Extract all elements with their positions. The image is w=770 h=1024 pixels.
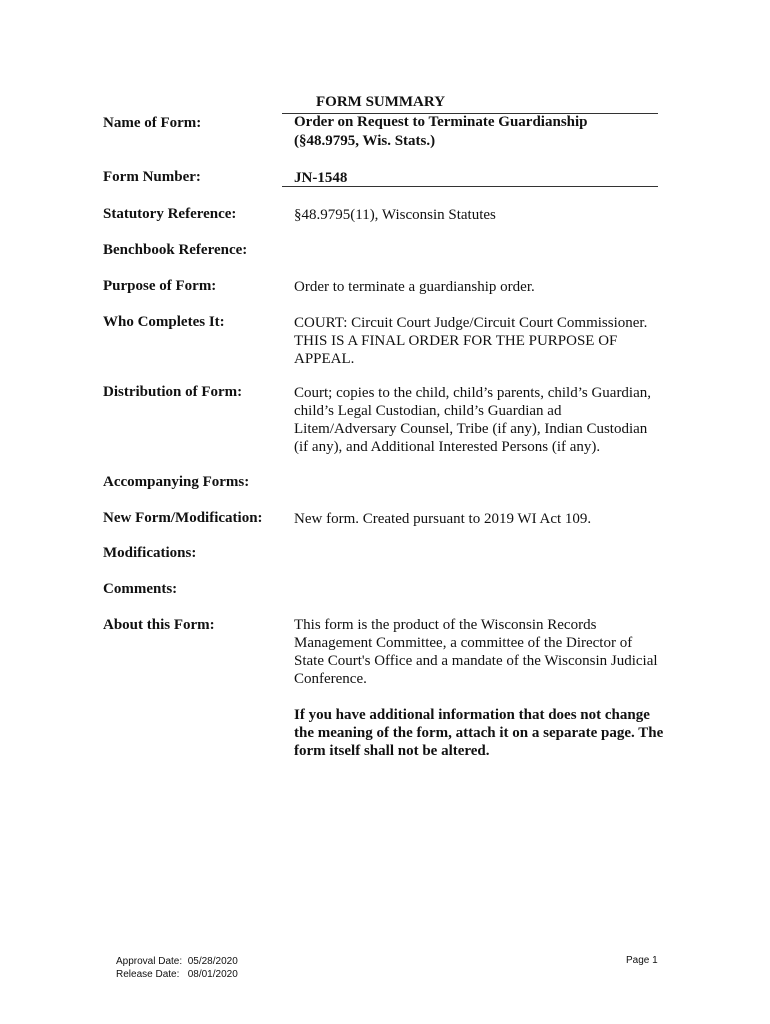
label-form-number: Form Number:: [103, 169, 201, 185]
label-statutory-reference: Statutory Reference:: [103, 206, 237, 222]
label-comments: Comments:: [103, 581, 178, 597]
label-name-of-form: Name of Form:: [103, 115, 202, 131]
value-about: This form is the product of the Wisconsin Records Management Committee, a committee of the Director of State Court's Office and a mandate of the Wisconsin Judicial Conference.: [294, 617, 658, 687]
label-benchbook-reference: Benchbook Reference:: [103, 242, 248, 258]
value-new-form: New form. Created pursuant to 2019 WI Act 109.: [294, 511, 592, 527]
label-new-form: New Form/Modification:: [103, 510, 263, 526]
value-form-number: JN-1548: [294, 170, 348, 186]
label-about: About this Form:: [103, 617, 215, 633]
label-accompanying-forms: Accompanying Forms:: [103, 474, 250, 490]
label-distribution: Distribution of Form:: [103, 384, 243, 400]
page-number: Page 1: [626, 955, 658, 966]
form-number-rule: [282, 186, 658, 187]
footer-dates: [116, 955, 238, 981]
value-distribution: Court; copies to the child, child’s parents, child’s Guardian, child’s Legal Custodian, child’s Guardian ad Litem/Adversary Counsel, Tribe (if any), Indian Custodian (if any), and Additional Interested Persons (if any).: [294, 385, 652, 455]
label-modifications: Modifications:: [103, 545, 197, 561]
page-title: FORM SUMMARY: [316, 94, 446, 110]
value-statutory-reference: §48.9795(11), Wisconsin Statutes: [294, 207, 496, 223]
form-name-line2: (§48.9795, Wis. Stats.): [294, 133, 436, 149]
label-purpose: Purpose of Form:: [103, 278, 217, 294]
approval-date: Approval Date: 05/28/2020: [116, 956, 238, 967]
value-who-completes: COURT: Circuit Court Judge/Circuit Court Commissioner. THIS IS A FINAL ORDER FOR THE PURPOSE OF APPEAL.: [294, 315, 648, 367]
about-notice: If you have additional information that does not change the meaning of the form, attach it on a separate page. The form itself shall not be altered.: [294, 707, 664, 759]
value-purpose: Order to terminate a guardianship order.: [294, 279, 535, 295]
value-name-of-form: [294, 113, 664, 151]
label-who-completes: Who Completes It:: [103, 314, 225, 330]
form-name-line1: Order on Request to Terminate Guardianship: [294, 114, 588, 130]
release-date: Release Date: 08/01/2020: [116, 969, 238, 980]
